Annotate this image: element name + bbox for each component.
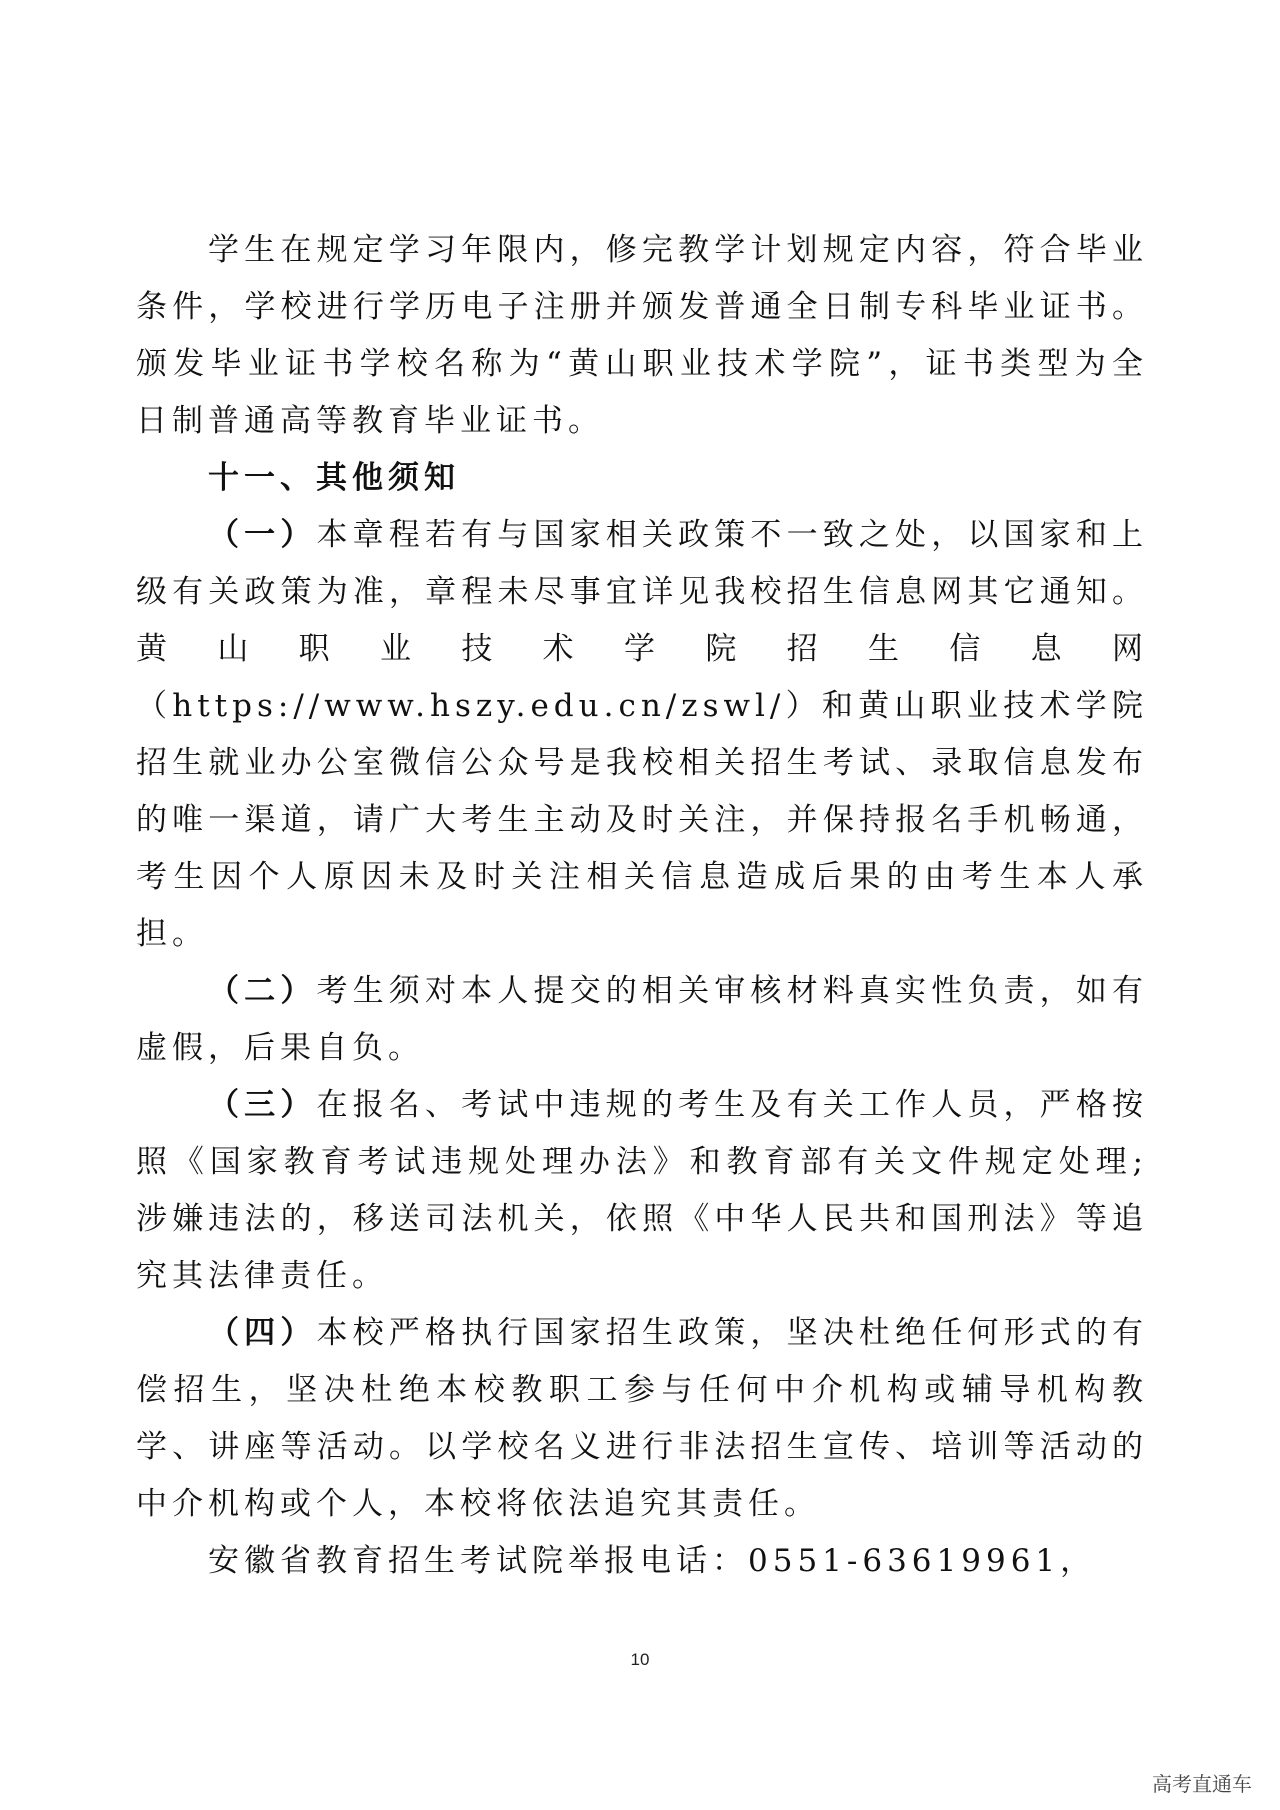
notice-item-2 bbox=[136, 963, 1148, 1077]
notice-item-2-label: （二） bbox=[208, 973, 317, 1009]
notice-item-1-text: 本章程若有与国家相关政策不一致之处，以国家和上级有关政策为准，章程未尽事宜详见我校招生信息网其它通知。黄山职业技术学院招生信息网（https://www.hszy.edu.cn/zswl/）和黄山职业技术学院招生就业办公室微信公众号是我校相关招生考试、录取信息发布的唯一渠道，请广大考生主动及时关注，并保持报名手机畅通，考生因个人原因未及时关注相关信息造成后果的由考生本人承担。 bbox=[136, 517, 1149, 952]
page-number: 10 bbox=[630, 1650, 650, 1669]
notice-item-3 bbox=[136, 1077, 1148, 1305]
notice-item-1 bbox=[136, 507, 1148, 963]
watermark-text: 高考直通车 bbox=[1152, 1772, 1252, 1796]
notice-item-4-label: （四） bbox=[208, 1315, 317, 1351]
graduation-paragraph: 学生在规定学习年限内，修完教学计划规定内容，符合毕业条件，学校进行学历电子注册并颁发普通全日制专科毕业证书。颁发毕业证书学校名称为“黄山职业技术学院”，证书类型为全日制普通高等教育毕业证书。 bbox=[136, 232, 1148, 439]
notice-item-4 bbox=[136, 1305, 1148, 1533]
notice-item-2-text: 考生须对本人提交的相关审核材料真实性负责，如有虚假，后果自负。 bbox=[136, 973, 1149, 1066]
notice-item-1-label: （一） bbox=[208, 517, 317, 553]
hotline-paragraph: 安徽省教育招生考试院举报电话：0551-63619961， bbox=[208, 1543, 1097, 1579]
notice-item-3-text: 在报名、考试中违规的考生及有关工作人员，严格按照《国家教育考试违规处理办法》和教育部有关文件规定处理;涉嫌违法的，移送司法机关，依照《中华人民共和国刑法》等追究其法律责任。 bbox=[136, 1087, 1149, 1294]
section-heading: 十一、其他须知 bbox=[208, 460, 460, 496]
notice-item-3-label: （三） bbox=[208, 1087, 317, 1123]
document-body bbox=[136, 222, 1148, 1590]
notice-item-4-text: 本校严格执行国家招生政策，坚决杜绝任何形式的有偿招生，坚决杜绝本校教职工参与任何中介机构或辅导机构教学、讲座等活动。以学校名义进行非法招生宣传、培训等活动的中介机构或个人，本校将依法追究其责任。 bbox=[136, 1315, 1149, 1522]
